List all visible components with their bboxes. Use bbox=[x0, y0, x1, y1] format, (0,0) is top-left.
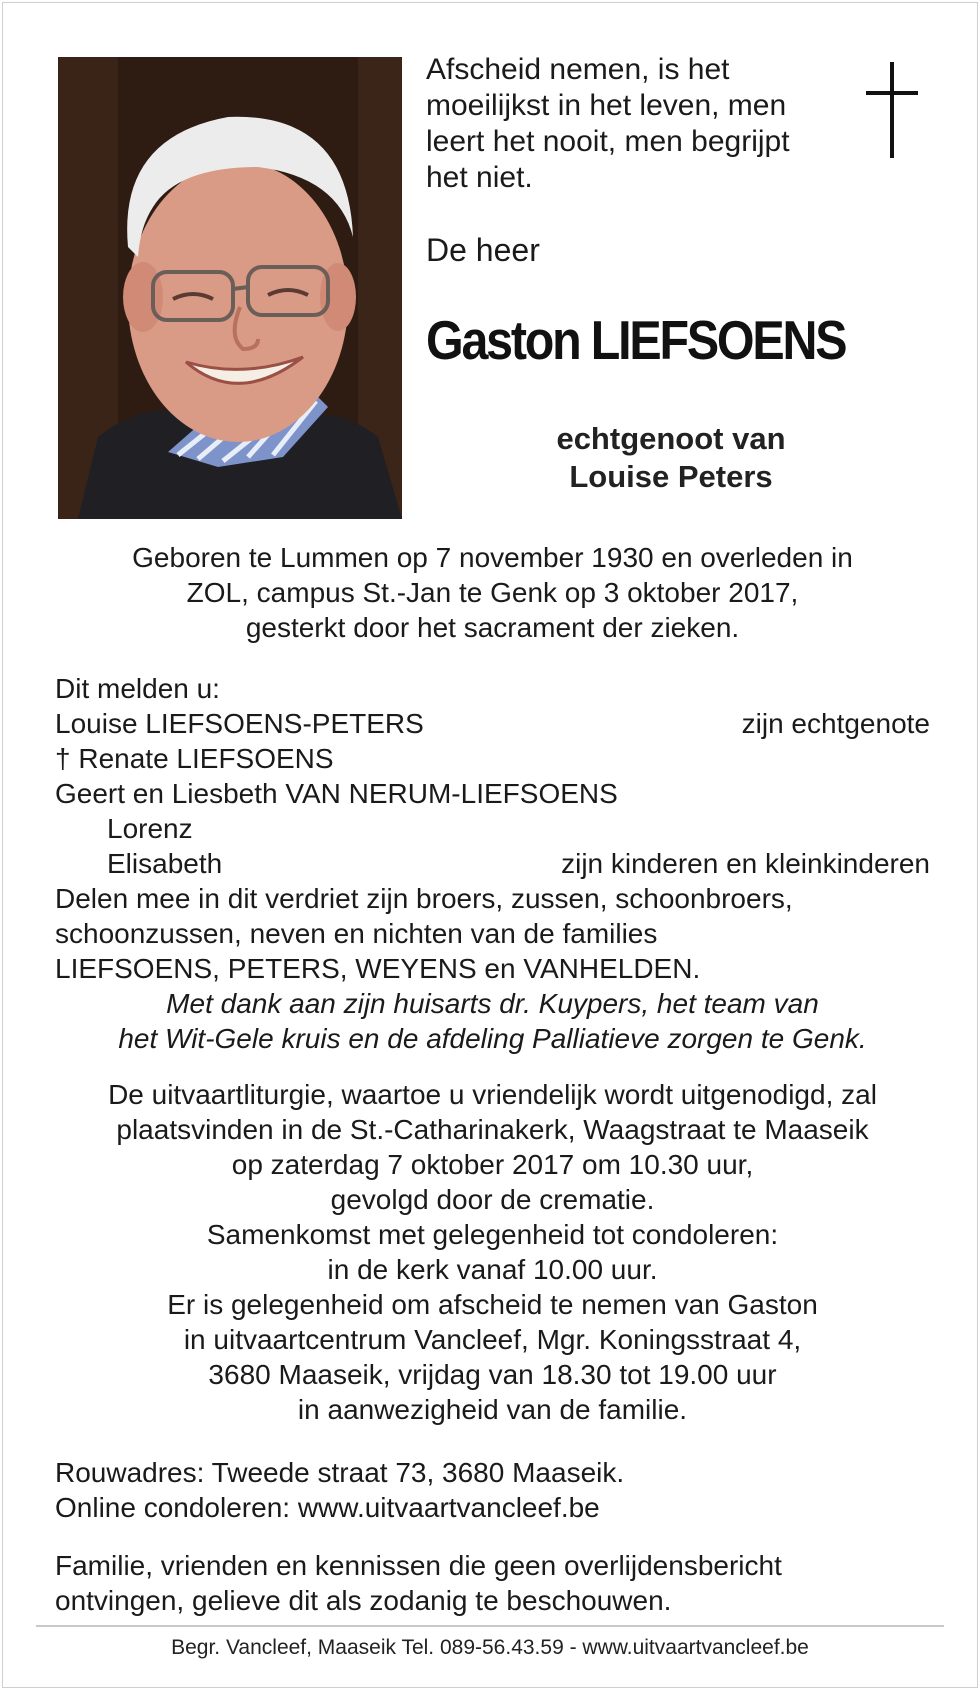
announcer-name: Geert en Liesbeth VAN NERUM-LIEFSOENS bbox=[55, 778, 618, 809]
text-line: plaatsvinden in de St.-Catharinakerk, Waagstraat te Maaseik bbox=[116, 1114, 869, 1145]
announcer-row bbox=[55, 741, 930, 776]
announcer-role: zijn kinderen en kleinkinderen bbox=[561, 848, 930, 879]
text-line: in uitvaartcentrum Vancleef, Mgr. Koningsstraat 4, bbox=[183, 1324, 802, 1355]
text-line: Er is gelegenheid om afscheid te nemen van Gaston bbox=[167, 1289, 818, 1320]
text-line: Familie, vrienden en kennissen die geen overlijdensbericht bbox=[55, 1550, 782, 1581]
portrait-photo bbox=[58, 57, 402, 519]
announcers-intro: Dit melden u: bbox=[55, 673, 220, 704]
announcer-row bbox=[55, 706, 930, 741]
mourning-address: Rouwadres: Tweede straat 73, 3680 Maaseik. bbox=[55, 1457, 625, 1488]
thanks-line: Met dank aan zijn huisarts dr. Kuypers, het team van bbox=[166, 988, 819, 1019]
portrait-illustration bbox=[58, 57, 402, 519]
announcer-row bbox=[55, 811, 930, 846]
text-line: op zaterdag 7 oktober 2017 om 10.30 uur, bbox=[231, 1149, 754, 1180]
relation-label: echtgenoot van bbox=[556, 421, 786, 456]
birth-death-paragraph bbox=[55, 540, 930, 645]
text-line: Samenkomst met gelegenheid tot condoleren: bbox=[206, 1219, 779, 1250]
thanks-line: het Wit-Gele kruis en de afdeling Palliatieve zorgen te Genk. bbox=[118, 1023, 867, 1054]
quote-line: Afscheid nemen, is het bbox=[426, 53, 730, 86]
text-line: in de kerk vanaf 10.00 uur. bbox=[327, 1254, 658, 1285]
family-line: LIEFSOENS, PETERS, WEYENS en VANHELDEN. bbox=[55, 953, 701, 984]
announcer-row bbox=[55, 776, 930, 811]
quote-line: het niet. bbox=[426, 161, 533, 194]
honorific: De heer bbox=[426, 232, 540, 268]
deceased-name: Gaston LIEFSOENS bbox=[426, 309, 846, 371]
funeral-paragraph bbox=[55, 1077, 930, 1427]
announcer-name: Lorenz bbox=[107, 813, 193, 844]
announcer-row bbox=[55, 846, 930, 881]
text-line: in aanwezigheid van de familie. bbox=[297, 1394, 688, 1425]
announcer-name: Louise LIEFSOENS-PETERS bbox=[55, 708, 424, 739]
farewell-quote bbox=[426, 52, 846, 196]
spouse-name: Louise Peters bbox=[569, 459, 773, 494]
footer-divider bbox=[36, 1625, 944, 1627]
text-line: De uitvaartliturgie, waartoe u vriendelijk wordt uitgenodigd, zal bbox=[108, 1079, 877, 1110]
funeral-home-footer: Begr. Vancleef, Maaseik Tel. 089-56.43.59 - www.uitvaartvancleef.be bbox=[171, 1636, 809, 1659]
latin-cross-icon bbox=[862, 62, 922, 158]
quote-line: leert het nooit, men begrijpt bbox=[426, 125, 790, 158]
closing-paragraph bbox=[55, 1548, 930, 1618]
spouse-block bbox=[426, 420, 916, 496]
announcers-section bbox=[55, 671, 930, 1056]
text-line: gevolgd door de crematie. bbox=[330, 1184, 655, 1215]
text-line: gesterkt door het sacrament der zieken. bbox=[245, 612, 740, 643]
text-line: ontvingen, gelieve dit als zodanig te beschouwen. bbox=[55, 1585, 672, 1616]
announcer-name: Elisabeth bbox=[107, 848, 223, 879]
announcer-role: zijn echtgenote bbox=[741, 708, 930, 739]
text-line: Geboren te Lummen op 7 november 1930 en overleden in bbox=[132, 542, 853, 573]
text-line: 3680 Maaseik, vrijdag van 18.30 tot 19.00 uur bbox=[208, 1359, 777, 1390]
contact-section bbox=[55, 1455, 930, 1525]
announcer-name: † Renate LIEFSOENS bbox=[55, 743, 334, 774]
online-condolences: Online condoleren: www.uitvaartvancleef.be bbox=[55, 1492, 600, 1523]
family-line: Delen mee in dit verdriet zijn broers, zussen, schoonbroers, bbox=[55, 883, 793, 914]
family-line: schoonzussen, neven en nichten van de families bbox=[55, 918, 658, 949]
text-line: ZOL, campus St.-Jan te Genk op 3 oktober 2017, bbox=[186, 577, 799, 608]
quote-line: moeilijkst in het leven, men bbox=[426, 89, 787, 122]
